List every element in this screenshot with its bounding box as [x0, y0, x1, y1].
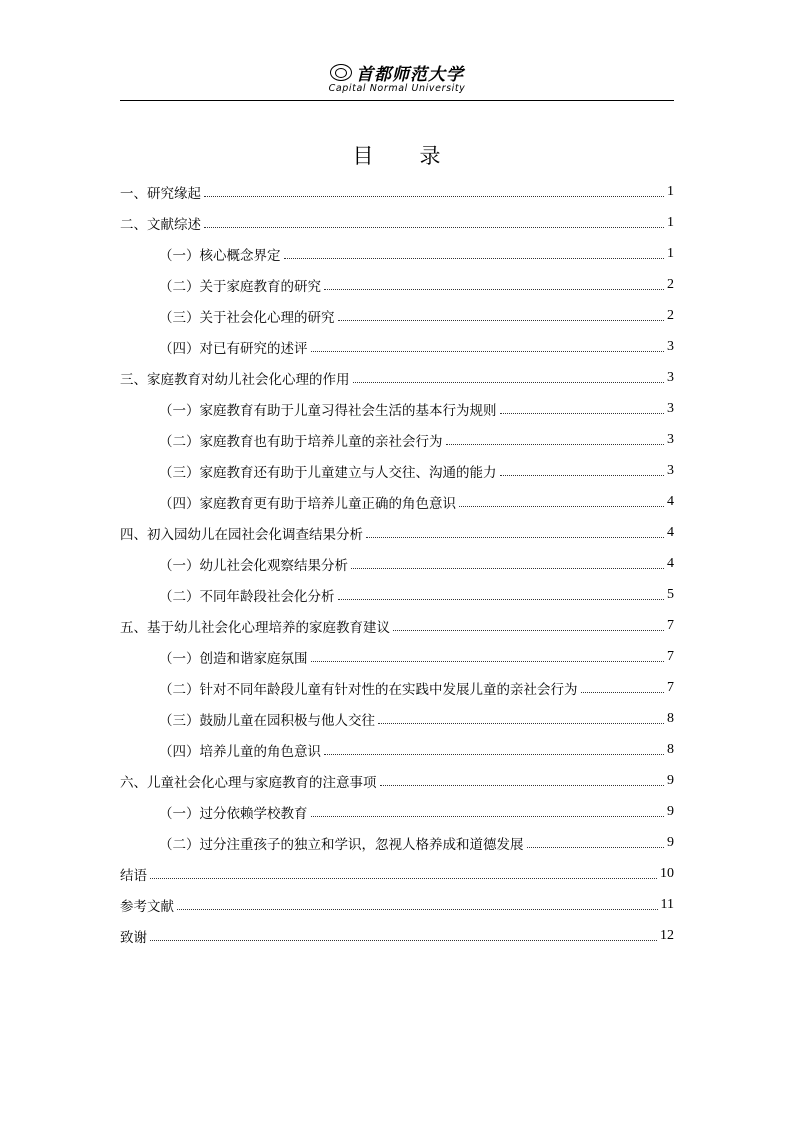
- toc-entry[interactable]: [120, 827, 674, 858]
- dot-leader: [150, 940, 657, 941]
- dot-leader: [204, 227, 664, 228]
- toc-entry[interactable]: [120, 548, 674, 579]
- toc-entry[interactable]: [120, 207, 674, 238]
- toc-entry[interactable]: [120, 331, 674, 362]
- toc-entry-label: 参考文献: [120, 898, 174, 915]
- toc-entry-label: （四）对已有研究的述评: [159, 340, 308, 357]
- dot-leader: [353, 382, 665, 383]
- toc-entry-label: 一、研究缘起: [120, 185, 201, 202]
- toc-entry[interactable]: [120, 796, 674, 827]
- toc-entry[interactable]: [120, 579, 674, 610]
- dot-leader: [311, 816, 665, 817]
- toc-entry-label: （四）培养儿童的角色意识: [159, 743, 321, 760]
- toc-entry-page: 5: [667, 586, 674, 602]
- dot-leader: [150, 878, 657, 879]
- toc-entry-page: 11: [660, 896, 674, 912]
- dot-leader: [204, 196, 664, 197]
- toc-entry-page: 7: [667, 679, 674, 695]
- toc-entry[interactable]: [120, 486, 674, 517]
- dot-leader: [177, 909, 658, 910]
- dot-leader: [378, 723, 664, 724]
- dot-leader: [446, 444, 665, 445]
- dot-leader: [351, 568, 664, 569]
- toc-entry-label: （三）鼓励儿童在园积极与他人交往: [159, 712, 375, 729]
- toc-entry-label: （二）不同年龄段社会化分析: [159, 588, 335, 605]
- toc-entry-page: 3: [667, 400, 674, 416]
- toc-entry[interactable]: [120, 920, 674, 951]
- toc-entry-label: 六、儿童社会化心理与家庭教育的注意事项: [120, 774, 377, 791]
- toc-entry-label: （三）家庭教育还有助于儿童建立与人交往、沟通的能力: [159, 464, 497, 481]
- toc-entry[interactable]: [120, 238, 674, 269]
- dot-leader: [459, 506, 664, 507]
- toc-entry-label: 致谢: [120, 929, 147, 946]
- toc-entry-label: 五、基于幼儿社会化心理培养的家庭教育建议: [120, 619, 390, 636]
- toc-entry-page: 12: [660, 927, 674, 943]
- toc-entry[interactable]: [120, 672, 674, 703]
- toc-entry-page: 9: [667, 772, 674, 788]
- toc-entry-page: 4: [667, 493, 674, 509]
- dot-leader: [338, 320, 665, 321]
- toc-entry[interactable]: [120, 393, 674, 424]
- dot-leader: [500, 475, 665, 476]
- toc-entry[interactable]: [120, 362, 674, 393]
- toc-entry-page: 8: [667, 741, 674, 757]
- toc-entry-label: 结语: [120, 867, 147, 884]
- dot-leader: [393, 630, 664, 631]
- university-seal-icon: [330, 64, 352, 81]
- university-logo: [120, 60, 674, 85]
- toc-entry[interactable]: [120, 641, 674, 672]
- toc-entry[interactable]: [120, 610, 674, 641]
- toc-entry-page: 3: [667, 462, 674, 478]
- toc-entry[interactable]: [120, 734, 674, 765]
- toc-entry-page: 4: [667, 555, 674, 571]
- toc-entry-page: 1: [667, 245, 674, 261]
- toc-entry-label: 四、初入园幼儿在园社会化调查结果分析: [120, 526, 363, 543]
- dot-leader: [581, 692, 665, 693]
- dot-leader: [500, 413, 665, 414]
- toc-entry-label: （一）幼儿社会化观察结果分析: [159, 557, 348, 574]
- toc-entry[interactable]: [120, 300, 674, 331]
- toc-title: 目录: [352, 144, 487, 168]
- toc-entry[interactable]: [120, 455, 674, 486]
- toc-entry[interactable]: [120, 517, 674, 548]
- university-name-cn: 首都师范大学: [356, 65, 464, 85]
- table-of-contents: [120, 176, 674, 951]
- toc-entry-page: 1: [667, 214, 674, 230]
- dot-leader: [311, 661, 665, 662]
- toc-entry-page: 4: [667, 524, 674, 540]
- dot-leader: [527, 847, 665, 848]
- toc-entry-label: （二）过分注重孩子的独立和学识，忽视人格养成和道德发展: [159, 836, 524, 853]
- toc-entry-page: 2: [667, 276, 674, 292]
- dot-leader: [338, 599, 665, 600]
- dot-leader: [380, 785, 665, 786]
- toc-entry-label: （二）家庭教育也有助于培养儿童的亲社会行为: [159, 433, 443, 450]
- university-name-en: Capital Normal University: [328, 83, 466, 94]
- toc-entry-label: （一）家庭教育有助于儿童习得社会生活的基本行为规则: [159, 402, 497, 419]
- toc-entry-page: 9: [667, 834, 674, 850]
- toc-entry-page: 8: [667, 710, 674, 726]
- toc-entry[interactable]: [120, 424, 674, 455]
- toc-entry-label: （三）关于社会化心理的研究: [159, 309, 335, 326]
- toc-entry-page: 9: [667, 803, 674, 819]
- toc-entry-label: （二）关于家庭教育的研究: [159, 278, 321, 295]
- toc-entry-page: 3: [667, 431, 674, 447]
- toc-entry-page: 10: [660, 865, 674, 881]
- toc-entry[interactable]: [120, 269, 674, 300]
- toc-entry-page: 7: [667, 617, 674, 633]
- toc-entry-label: （二）针对不同年龄段儿童有针对性的在实践中发展儿童的亲社会行为: [159, 681, 578, 698]
- toc-entry-page: 2: [667, 307, 674, 323]
- page-header: [120, 58, 674, 101]
- toc-entry[interactable]: [120, 889, 674, 920]
- dot-leader: [284, 258, 665, 259]
- toc-entry-label: （一）核心概念界定: [159, 247, 281, 264]
- toc-entry[interactable]: [120, 858, 674, 889]
- toc-entry[interactable]: [120, 765, 674, 796]
- toc-entry-page: 7: [667, 648, 674, 664]
- toc-entry-page: 3: [667, 338, 674, 354]
- toc-entry-label: 三、家庭教育对幼儿社会化心理的作用: [120, 371, 350, 388]
- toc-entry-label: （四）家庭教育更有助于培养儿童正确的角色意识: [159, 495, 456, 512]
- dot-leader: [324, 289, 664, 290]
- toc-entry-page: 3: [667, 369, 674, 385]
- dot-leader: [366, 537, 664, 538]
- dot-leader: [324, 754, 664, 755]
- toc-entry-label: 二、文献综述: [120, 216, 201, 233]
- toc-entry-page: 1: [667, 183, 674, 199]
- toc-entry[interactable]: [120, 176, 674, 207]
- toc-entry-label: （一）创造和谐家庭氛围: [159, 650, 308, 667]
- toc-entry-label: （一）过分依赖学校教育: [159, 805, 308, 822]
- toc-entry[interactable]: [120, 703, 674, 734]
- dot-leader: [311, 351, 665, 352]
